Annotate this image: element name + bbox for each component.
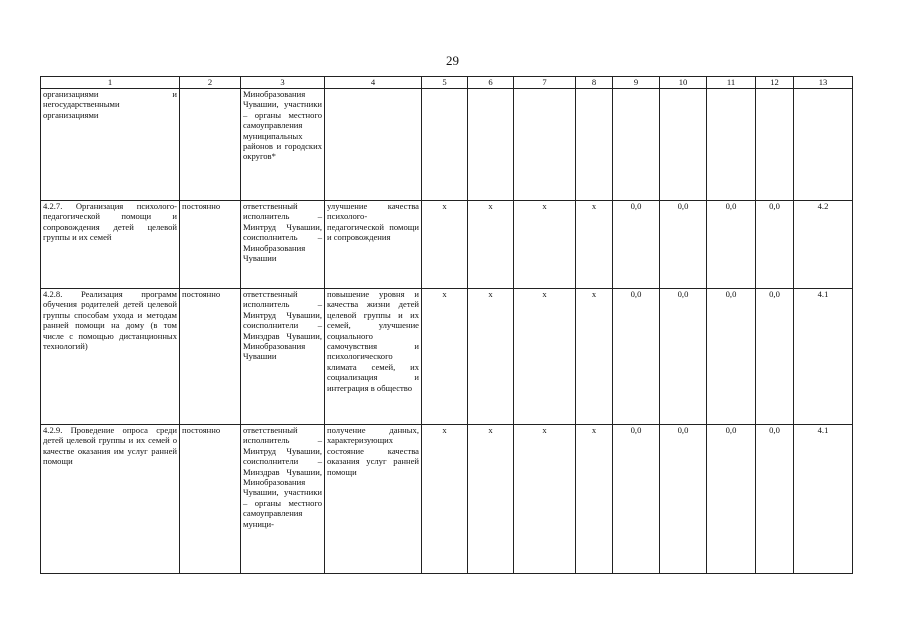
value-cell [613,89,660,201]
value-cell [422,89,468,201]
deadline-cell: постоянно [180,425,241,574]
measure-name-cell: организациями и негосударственными организациями [41,89,180,201]
deadline-cell [180,89,241,201]
value-cell: 0,0 [660,201,707,289]
measure-name-cell: 4.2.9. Проведение опроса среди детей целевой группы и их семей о качестве оказания им услуг ранней помощи [41,425,180,574]
expected-result-cell: улучшение качества психолого-педагогической помощи и сопровождения [325,201,422,289]
executor-cell: Минобразования Чувашии, участники – органы местного самоуправления муниципальных районов и городских округов* [241,89,325,201]
value-cell: 0,0 [707,289,756,425]
value-cell: х [576,201,613,289]
column-header: 3 [241,77,325,89]
column-header: 1 [41,77,180,89]
indicator-cell [794,89,853,201]
column-number-row [41,77,853,89]
table-row [41,201,853,289]
value-cell: х [422,289,468,425]
deadline-cell: постоянно [180,289,241,425]
expected-result-cell: получение данных, характеризующих состояние качества оказания услуг ранней помощи [325,425,422,574]
measure-name-cell: 4.2.7. Организация психолого-педагогической помощи и сопровождения детей целевой группы и их семей [41,201,180,289]
value-cell: х [576,289,613,425]
value-cell [756,89,794,201]
column-header: 10 [660,77,707,89]
table-row [41,89,853,201]
value-cell: 0,0 [707,201,756,289]
table-row [41,289,853,425]
executor-cell: ответственный исполнитель – Минтруд Чувашии, соисполнитель – Минобразования Чувашии [241,201,325,289]
value-cell: 0,0 [613,425,660,574]
value-cell: 0,0 [756,289,794,425]
table-row [41,425,853,574]
value-cell [660,89,707,201]
column-header: 5 [422,77,468,89]
page-number: 29 [446,53,459,68]
indicator-cell: 4.1 [794,289,853,425]
deadline-cell: постоянно [180,201,241,289]
value-cell: х [514,201,576,289]
column-header: 11 [707,77,756,89]
value-cell [468,89,514,201]
value-cell: х [422,201,468,289]
column-header: 6 [468,77,514,89]
column-header: 8 [576,77,613,89]
column-header: 12 [756,77,794,89]
column-header: 7 [514,77,576,89]
column-header: 13 [794,77,853,89]
column-header: 4 [325,77,422,89]
value-cell: 0,0 [707,425,756,574]
value-cell: х [576,425,613,574]
indicator-cell: 4.2 [794,201,853,289]
executor-cell: ответственный исполнитель – Минтруд Чувашии, соисполнители – Минздрав Чувашии, Минобразования Чувашии, участники – органы местного самоуправления муници- [241,425,325,574]
executor-cell: ответственный исполнитель – Минтруд Чувашии, соисполнители – Минздрав Чувашии, Минобразования Чувашии [241,289,325,425]
column-header: 9 [613,77,660,89]
value-cell: 0,0 [613,201,660,289]
value-cell: х [514,289,576,425]
expected-result-cell: повышение уровня и качества жизни детей целевой группы и их семей, улучшение социального самочувствия и психологического климата семей, их социализация и интеграция в общество [325,289,422,425]
value-cell: х [468,201,514,289]
value-cell: 0,0 [756,201,794,289]
program-measures-table [40,76,853,574]
value-cell [707,89,756,201]
value-cell: 0,0 [660,289,707,425]
column-header: 2 [180,77,241,89]
value-cell: 0,0 [660,425,707,574]
value-cell: х [468,425,514,574]
value-cell [576,89,613,201]
indicator-cell: 4.1 [794,425,853,574]
value-cell: х [468,289,514,425]
value-cell [514,89,576,201]
measure-name-cell: 4.2.8. Реализация программ обучения родителей детей целевой группы способам ухода и методам ранней помощи на дому (в том числе с помощью дистанционных технологий) [41,289,180,425]
value-cell: х [422,425,468,574]
value-cell: х [514,425,576,574]
expected-result-cell [325,89,422,201]
value-cell: 0,0 [756,425,794,574]
value-cell: 0,0 [613,289,660,425]
